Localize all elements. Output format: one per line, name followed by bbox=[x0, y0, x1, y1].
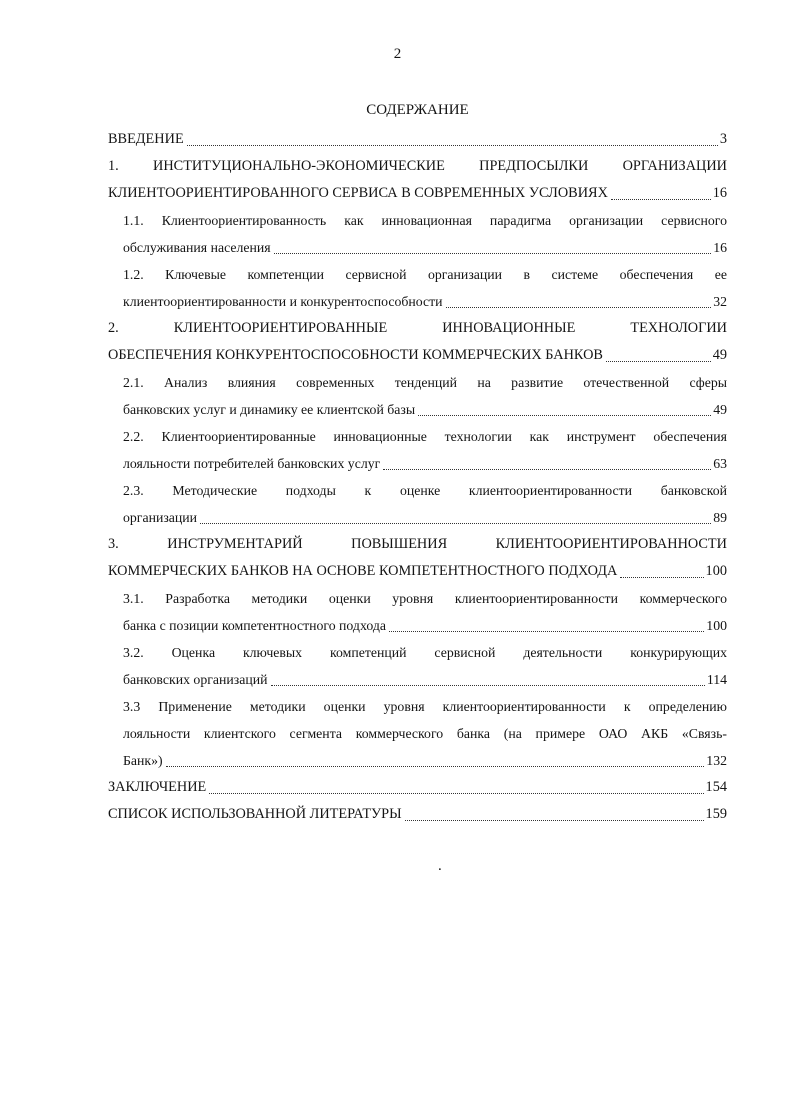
toc-entry-title: СПИСОК ИСПОЛЬЗОВАННОЙ ЛИТЕРАТУРЫ bbox=[108, 806, 402, 822]
toc-entry-chapter-3[interactable] bbox=[108, 531, 727, 585]
toc-page-number: 159 bbox=[705, 806, 727, 822]
dot-leader bbox=[446, 307, 712, 308]
toc-page-number: 114 bbox=[706, 672, 727, 687]
toc-entry-title: обслуживания населения bbox=[123, 240, 271, 255]
toc-page-number: 63 bbox=[713, 456, 727, 471]
toc-entry-row bbox=[123, 747, 727, 774]
toc-entry-section-3-3[interactable] bbox=[108, 693, 727, 774]
toc-entry-references[interactable] bbox=[108, 801, 727, 828]
toc-page-number: 132 bbox=[706, 753, 727, 768]
toc-entry-row bbox=[108, 126, 727, 153]
toc-entry-title: КОММЕРЧЕСКИХ БАНКОВ НА ОСНОВЕ КОМПЕТЕНТНОСТНОГО ПОДХОДА bbox=[108, 563, 618, 579]
toc-entry-line: 3.1. Разработка методики оценки уровня клиентоориентированности коммерческого bbox=[123, 591, 727, 606]
toc-page-number: 154 bbox=[705, 779, 727, 795]
toc-entry-row bbox=[123, 234, 727, 261]
toc-page-number: 100 bbox=[705, 563, 727, 579]
toc-entry-row bbox=[108, 180, 727, 207]
toc-entry-row bbox=[123, 612, 727, 639]
toc-entry-line: 1. ИНСТИТУЦИОНАЛЬНО-ЭКОНОМИЧЕСКИЕ ПРЕДПОСЫЛКИ ОРГАНИЗАЦИИ bbox=[108, 158, 727, 174]
toc-entry-title: организации bbox=[123, 510, 198, 525]
toc-entry-line: 2.3. Методические подходы к оценке клиентоориентированности банковской bbox=[123, 483, 727, 498]
toc-entry-row bbox=[123, 504, 727, 531]
dot-leader bbox=[274, 253, 712, 254]
stray-dot: . bbox=[438, 858, 442, 874]
toc-entry-line: 2.2. Клиентоориентированные инновационные технологии как инструмент обеспечения bbox=[123, 429, 727, 444]
toc-entry-section-2-3[interactable] bbox=[108, 477, 727, 531]
dot-leader bbox=[187, 145, 718, 146]
dot-leader bbox=[389, 631, 704, 632]
toc-entry-line: 1.1. Клиентоориентированность как инновационная парадигма организации сервисного bbox=[123, 213, 727, 228]
toc-page-number: 16 bbox=[713, 240, 727, 255]
dot-leader bbox=[166, 766, 705, 767]
toc-entry-row bbox=[123, 396, 727, 423]
toc-entry-row bbox=[108, 801, 727, 828]
toc-page-number: 49 bbox=[712, 347, 727, 363]
dot-leader bbox=[606, 361, 711, 362]
dot-leader bbox=[418, 415, 711, 416]
toc-entry-chapter-2[interactable] bbox=[108, 315, 727, 369]
toc-entry-row bbox=[123, 288, 727, 315]
toc-entry-section-2-1[interactable] bbox=[108, 369, 727, 423]
toc-page-number: 16 bbox=[712, 185, 727, 201]
toc-entry-section-1-1[interactable] bbox=[108, 207, 727, 261]
toc-entry-title: Банк») bbox=[123, 753, 163, 768]
toc-entry-section-3-2[interactable] bbox=[108, 639, 727, 693]
toc-entry-title: лояльности потребителей банковских услуг bbox=[123, 456, 381, 471]
dot-leader bbox=[611, 199, 711, 200]
toc-entry-row bbox=[108, 774, 727, 801]
toc-page-number: 49 bbox=[713, 402, 727, 417]
toc-entry-conclusion[interactable] bbox=[108, 774, 727, 801]
toc-entry-line: 3.3 Применение методики оценки уровня клиентоориентированности к определению bbox=[123, 699, 727, 714]
dot-leader bbox=[620, 577, 703, 578]
toc-entry-section-2-2[interactable] bbox=[108, 423, 727, 477]
toc-page-number: 89 bbox=[713, 510, 727, 525]
toc-entry-line: 3.2. Оценка ключевых компетенций сервисной деятельности конкурирующих bbox=[123, 645, 727, 660]
toc-entry-title: ЗАКЛЮЧЕНИЕ bbox=[108, 779, 207, 795]
toc-entry-chapter-1[interactable] bbox=[108, 153, 727, 207]
toc-entry-title: банковских услуг и динамику ее клиентской базы bbox=[123, 402, 416, 417]
toc-entry-line: 3. ИНСТРУМЕНТАРИЙ ПОВЫШЕНИЯ КЛИЕНТООРИЕНТИРОВАННОСТИ bbox=[108, 536, 727, 552]
toc-entry-title: банка с позиции компетентностного подхода bbox=[123, 618, 386, 633]
toc-entry-line: лояльности клиентского сегмента коммерческого банка (на примере ОАО АКБ «Связь- bbox=[123, 726, 727, 741]
toc-entry-row bbox=[123, 450, 727, 477]
toc-entry-section-1-2[interactable] bbox=[108, 261, 727, 315]
toc-entry-line: 2. КЛИЕНТООРИЕНТИРОВАННЫЕ ИННОВАЦИОННЫЕ ТЕХНОЛОГИИ bbox=[108, 320, 727, 336]
toc-entry-title: ВВЕДЕНИЕ bbox=[108, 131, 184, 147]
dot-leader bbox=[209, 793, 703, 794]
toc-entry-introduction[interactable] bbox=[108, 126, 727, 153]
toc-entry-row bbox=[123, 666, 727, 693]
toc-page-number: 100 bbox=[706, 618, 727, 633]
toc-heading: СОДЕРЖАНИЕ bbox=[366, 102, 469, 118]
toc-entry-line: 1.2. Ключевые компетенции сервисной организации в системе обеспечения ее bbox=[123, 267, 727, 282]
toc-entry-section-3-1[interactable] bbox=[108, 585, 727, 639]
dot-leader bbox=[405, 820, 704, 821]
dot-leader bbox=[200, 523, 711, 524]
toc-entry-line: 2.1. Анализ влияния современных тенденций на развитие отечественной сферы bbox=[123, 375, 727, 390]
toc-entry-title: клиентоориентированности и конкурентоспособности bbox=[123, 294, 443, 309]
dot-leader bbox=[383, 469, 711, 470]
toc-entry-title: банковских организаций bbox=[123, 672, 268, 687]
toc-entry-row bbox=[108, 342, 727, 369]
toc-entry-title: КЛИЕНТООРИЕНТИРОВАННОГО СЕРВИСА В СОВРЕМЕННЫХ УСЛОВИЯХ bbox=[108, 185, 608, 201]
toc-page-number: 3 bbox=[719, 131, 727, 147]
page-number: 2 bbox=[393, 46, 402, 62]
toc-page-number: 32 bbox=[713, 294, 727, 309]
table-of-contents bbox=[108, 126, 727, 828]
dot-leader bbox=[271, 685, 705, 686]
toc-entry-row bbox=[108, 558, 727, 585]
toc-entry-title: ОБЕСПЕЧЕНИЯ КОНКУРЕНТОСПОСОБНОСТИ КОММЕРЧЕСКИХ БАНКОВ bbox=[108, 347, 603, 363]
